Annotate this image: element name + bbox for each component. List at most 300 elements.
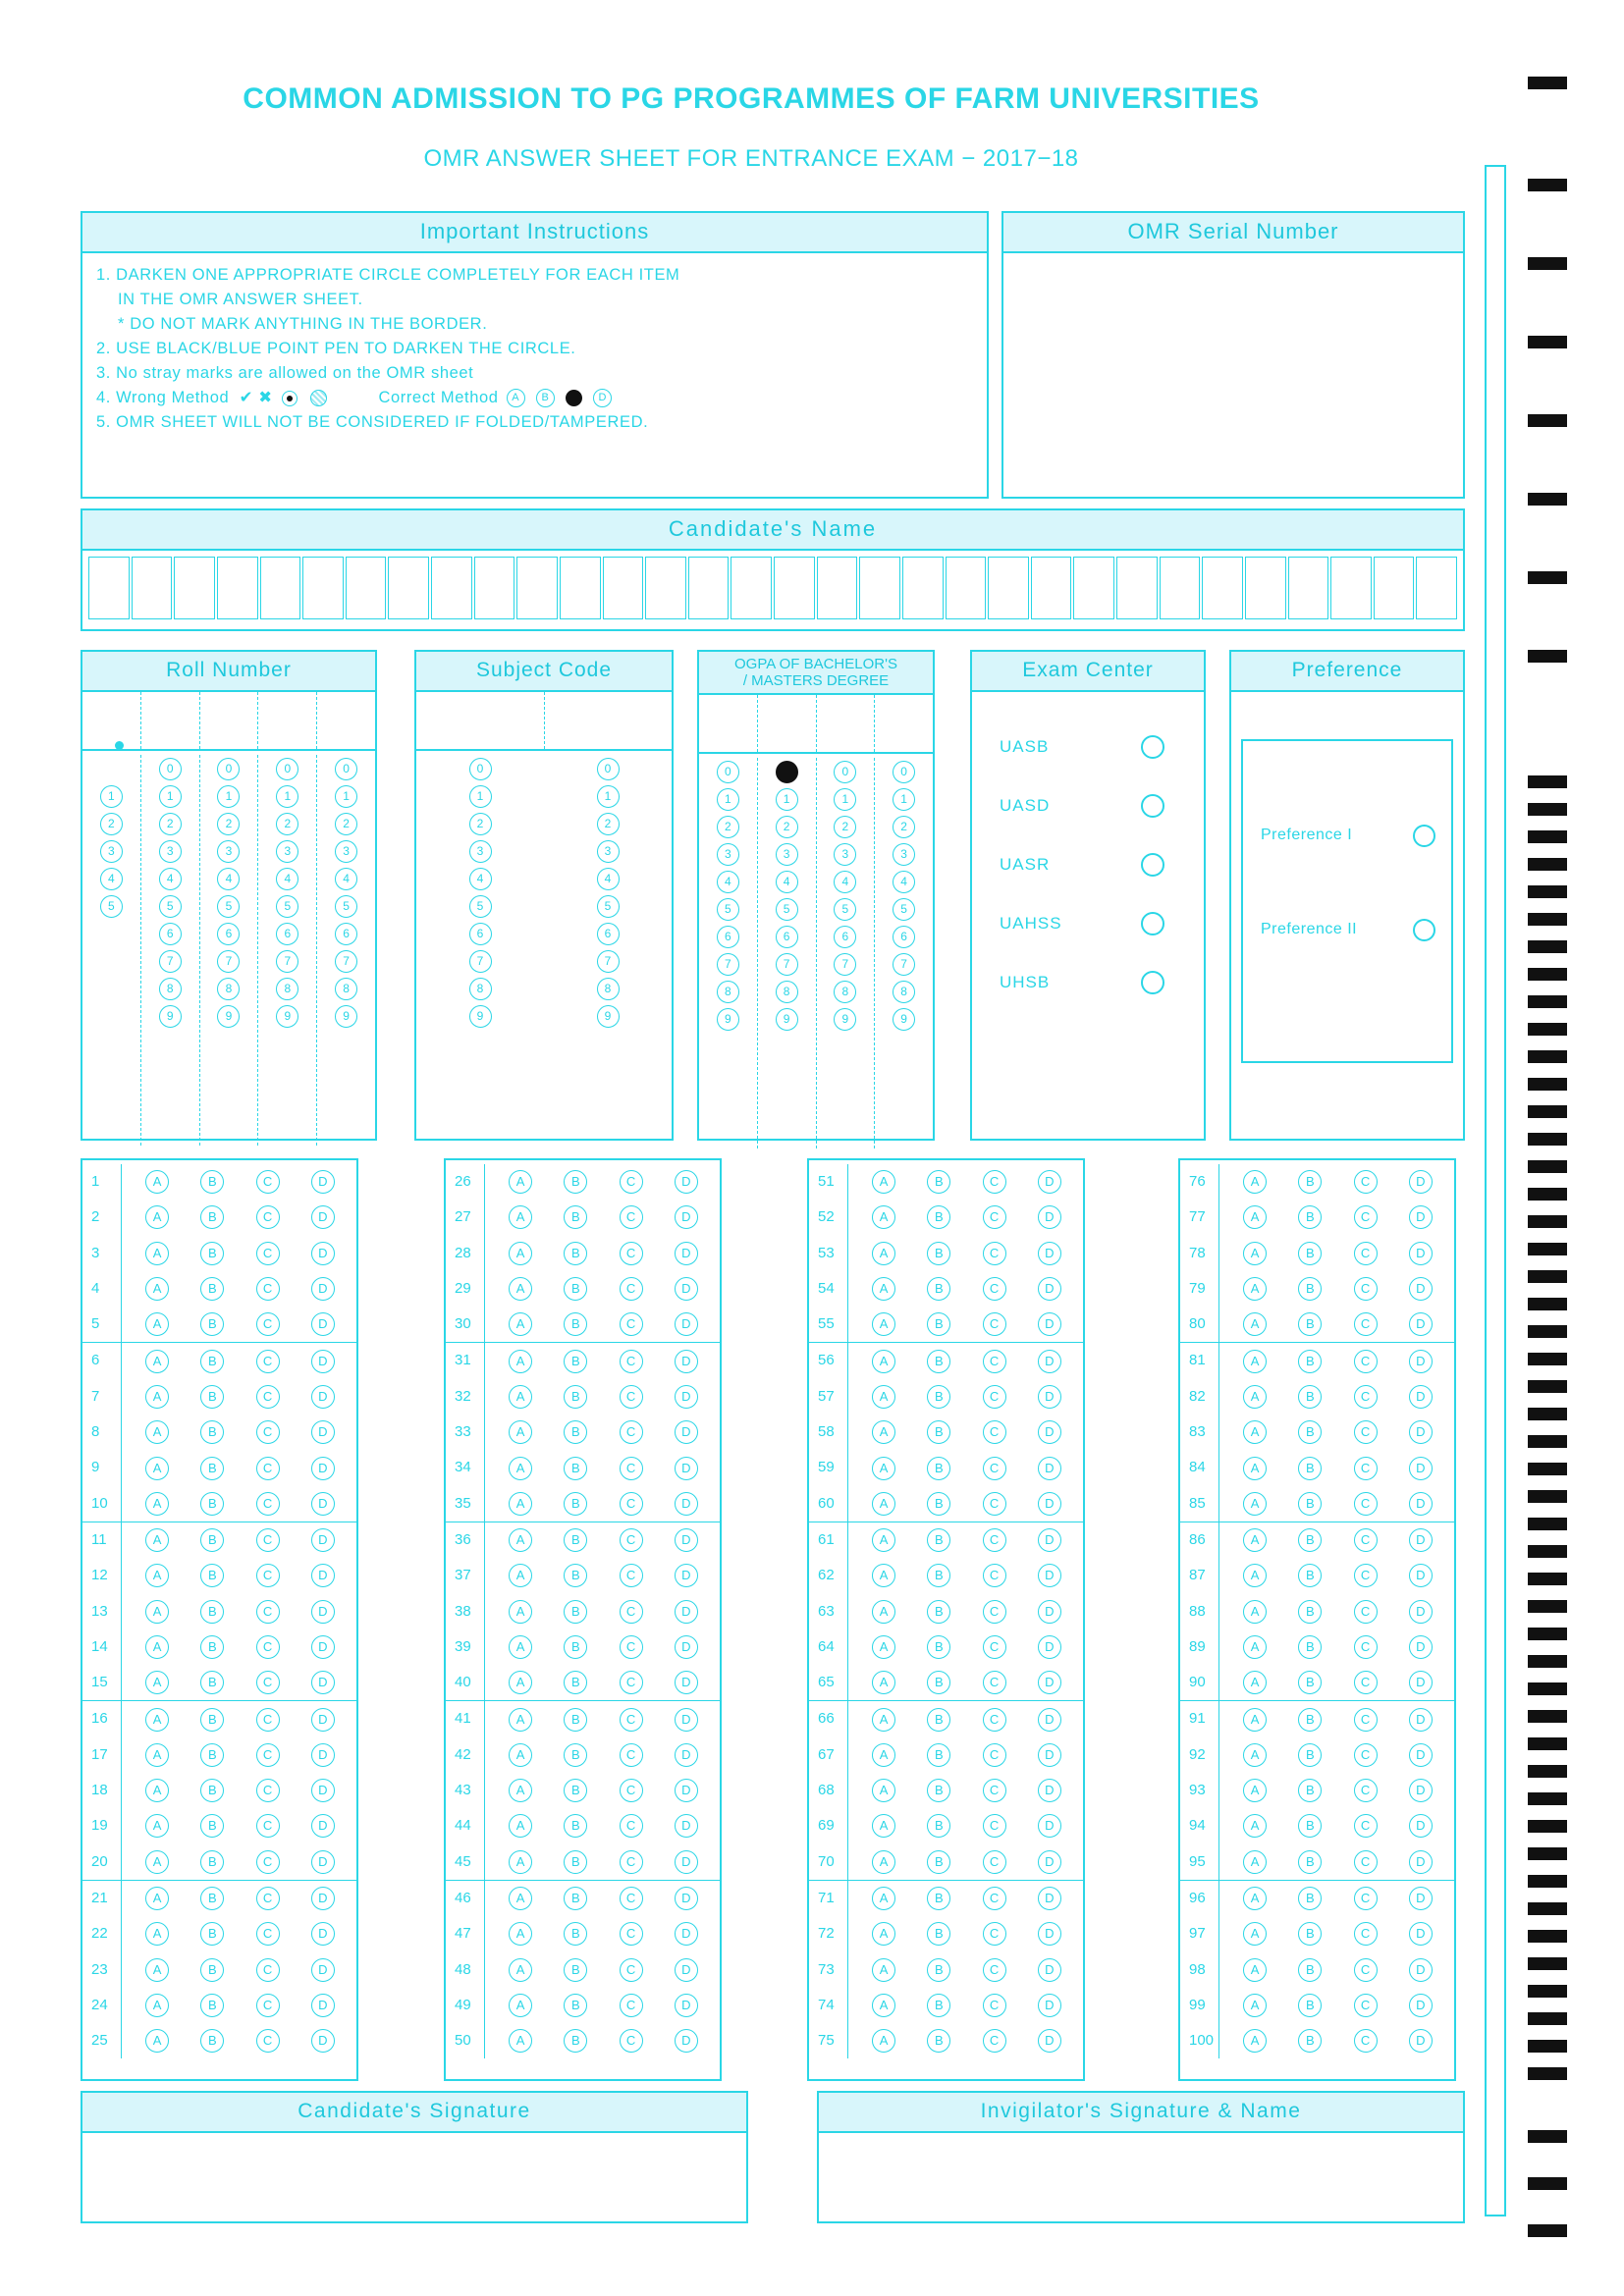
answer-bubble-d[interactable]: D	[1409, 1958, 1433, 1982]
answer-bubble-b[interactable]: B	[564, 1170, 587, 1194]
answer-bubble-a[interactable]: A	[145, 1564, 169, 1587]
answer-bubble-c[interactable]: C	[256, 1671, 280, 1694]
bubble-column[interactable]	[875, 758, 933, 1148]
answer-bubble-b[interactable]: B	[200, 1277, 224, 1301]
answer-bubble-b[interactable]: B	[1298, 1242, 1322, 1265]
answer-bubble-a[interactable]: A	[872, 1205, 895, 1229]
answer-bubble-b[interactable]: B	[1298, 1958, 1322, 1982]
answer-bubble-a[interactable]: A	[509, 1312, 532, 1336]
bubble[interactable]: 4	[597, 868, 620, 890]
subject-code-bubble-grid[interactable]	[416, 751, 672, 1146]
answer-bubble-c[interactable]: C	[256, 1277, 280, 1301]
answer-bubble-d[interactable]: D	[675, 1887, 698, 1910]
name-char-box[interactable]	[1202, 557, 1243, 619]
answer-options[interactable]	[1219, 1457, 1454, 1480]
answer-bubble-d[interactable]: D	[1038, 1922, 1061, 1946]
answer-bubble-d[interactable]: D	[675, 1994, 698, 2017]
answer-bubble-c[interactable]: C	[620, 1958, 643, 1982]
answer-row[interactable]	[82, 2023, 356, 2058]
name-char-box[interactable]	[603, 557, 644, 619]
answer-bubble-d[interactable]: D	[1038, 1350, 1061, 1373]
answer-options[interactable]	[1219, 1779, 1454, 1802]
answer-bubble-b[interactable]: B	[564, 1922, 587, 1946]
answer-bubble-c[interactable]: C	[620, 1635, 643, 1659]
answer-bubble-c[interactable]: C	[620, 1994, 643, 2017]
answer-bubble-d[interactable]: D	[675, 1385, 698, 1409]
answer-options[interactable]	[1219, 1814, 1454, 1838]
name-char-box[interactable]	[217, 557, 258, 619]
answer-bubble-d[interactable]: D	[311, 1779, 335, 1802]
answer-options[interactable]	[485, 1814, 720, 1838]
answer-bubble-b[interactable]: B	[927, 1708, 950, 1732]
name-char-box[interactable]	[431, 557, 472, 619]
bubble[interactable]: 9	[335, 1005, 357, 1028]
answer-bubble-c[interactable]: C	[983, 1170, 1006, 1194]
answer-bubble-b[interactable]: B	[1298, 1350, 1322, 1373]
answer-block[interactable]	[444, 1158, 722, 2081]
answer-row[interactable]	[446, 1558, 720, 1593]
bubble[interactable]: 7	[834, 953, 856, 976]
bubble[interactable]: 4	[276, 868, 298, 890]
answer-options[interactable]	[848, 1528, 1083, 1552]
answer-options[interactable]	[848, 1887, 1083, 1910]
bubble[interactable]: 2	[100, 813, 123, 835]
write-cell[interactable]	[258, 692, 317, 749]
bubble[interactable]: 6	[776, 926, 798, 948]
answer-options[interactable]	[848, 1420, 1083, 1444]
answer-bubble-c[interactable]: C	[620, 1205, 643, 1229]
answer-bubble-b[interactable]: B	[564, 1277, 587, 1301]
answer-options[interactable]	[122, 1958, 356, 1982]
answer-bubble-d[interactable]: D	[1038, 1814, 1061, 1838]
answer-row[interactable]	[446, 1594, 720, 1629]
answer-bubble-c[interactable]: C	[620, 1850, 643, 1874]
answer-bubble-d[interactable]: D	[311, 1492, 335, 1516]
bubble-column[interactable]	[200, 755, 259, 1146]
answer-options[interactable]	[485, 1922, 720, 1946]
answer-row[interactable]	[809, 1737, 1083, 1773]
answer-bubble-b[interactable]: B	[564, 1385, 587, 1409]
answer-bubble-d[interactable]: D	[1409, 1779, 1433, 1802]
answer-bubble-b[interactable]: B	[927, 1385, 950, 1409]
answer-bubble-a[interactable]: A	[872, 1958, 895, 1982]
bubble[interactable]: 6	[597, 923, 620, 945]
answer-bubble-b[interactable]: B	[1298, 1708, 1322, 1732]
bubble[interactable]: 9	[597, 1005, 620, 1028]
answer-bubble-b[interactable]: B	[927, 1564, 950, 1587]
ogpa-write-row[interactable]	[699, 695, 933, 754]
answer-bubble-a[interactable]: A	[145, 1814, 169, 1838]
answer-bubble-b[interactable]: B	[927, 1528, 950, 1552]
answer-bubble-d[interactable]: D	[1409, 1814, 1433, 1838]
answer-bubble-c[interactable]: C	[620, 1887, 643, 1910]
bubble[interactable]: 1	[776, 788, 798, 811]
answer-bubble-c[interactable]: C	[256, 1492, 280, 1516]
answer-row[interactable]	[1180, 1450, 1454, 1485]
bubble[interactable]: 8	[217, 978, 240, 1000]
answer-options[interactable]	[485, 1170, 720, 1194]
answer-bubble-a[interactable]: A	[1243, 1922, 1267, 1946]
preference-bubble[interactable]	[1413, 919, 1435, 941]
bubble[interactable]: 2	[335, 813, 357, 835]
bubble[interactable]: 0	[335, 758, 357, 780]
answer-options[interactable]	[485, 1457, 720, 1480]
answer-row[interactable]	[1180, 2023, 1454, 2058]
answer-bubble-c[interactable]: C	[256, 1708, 280, 1732]
answer-options[interactable]	[848, 1277, 1083, 1301]
answer-bubble-c[interactable]: C	[983, 1385, 1006, 1409]
candidate-signature-field[interactable]	[82, 2133, 746, 2219]
answer-bubble-c[interactable]: C	[1354, 1350, 1378, 1373]
answer-options[interactable]	[122, 1457, 356, 1480]
answer-bubble-b[interactable]: B	[927, 1170, 950, 1194]
exam-center-option[interactable]	[972, 776, 1204, 835]
answer-bubble-c[interactable]: C	[1354, 1814, 1378, 1838]
answer-bubble-b[interactable]: B	[564, 1350, 587, 1373]
answer-row[interactable]	[1180, 1486, 1454, 1522]
answer-bubble-d[interactable]: D	[675, 1743, 698, 1767]
answer-bubble-d[interactable]: D	[675, 1312, 698, 1336]
answer-bubble-b[interactable]: B	[927, 1671, 950, 1694]
bubble[interactable]: 5	[834, 898, 856, 921]
bubble[interactable]: 1	[893, 788, 915, 811]
answer-bubble-d[interactable]: D	[675, 1277, 698, 1301]
name-char-box[interactable]	[1374, 557, 1415, 619]
answer-options[interactable]	[485, 2029, 720, 2053]
answer-options[interactable]	[485, 1850, 720, 1874]
answer-bubble-d[interactable]: D	[675, 1814, 698, 1838]
answer-bubble-a[interactable]: A	[872, 1887, 895, 1910]
answer-bubble-c[interactable]: C	[983, 1457, 1006, 1480]
answer-bubble-a[interactable]: A	[1243, 1492, 1267, 1516]
answer-bubble-b[interactable]: B	[1298, 1170, 1322, 1194]
roll-number-bubble-grid[interactable]	[82, 751, 375, 1146]
answer-bubble-a[interactable]: A	[145, 1170, 169, 1194]
answer-bubble-c[interactable]: C	[1354, 1958, 1378, 1982]
answer-options[interactable]	[122, 1170, 356, 1194]
answer-row[interactable]	[1180, 1844, 1454, 1881]
answer-bubble-c[interactable]: C	[256, 1457, 280, 1480]
answer-bubble-a[interactable]: A	[509, 1850, 532, 1874]
exam-center-options[interactable]	[972, 692, 1204, 1012]
answer-bubble-c[interactable]: C	[620, 1743, 643, 1767]
answer-bubble-b[interactable]: B	[200, 1242, 224, 1265]
answer-bubble-b[interactable]: B	[1298, 1277, 1322, 1301]
answer-row[interactable]	[82, 1343, 356, 1378]
answer-bubble-a[interactable]: A	[509, 1420, 532, 1444]
answer-bubble-c[interactable]: C	[1354, 1994, 1378, 2017]
answer-row[interactable]	[82, 1808, 356, 1843]
answer-bubble-a[interactable]: A	[509, 1492, 532, 1516]
answer-row[interactable]	[1180, 1988, 1454, 2023]
answer-row[interactable]	[446, 1522, 720, 1558]
answer-options[interactable]	[122, 1528, 356, 1552]
answer-bubble-b[interactable]: B	[927, 1994, 950, 2017]
answer-bubble-c[interactable]: C	[256, 1743, 280, 1767]
answer-row[interactable]	[809, 1415, 1083, 1450]
answer-bubble-b[interactable]: B	[927, 1457, 950, 1480]
answer-bubble-a[interactable]: A	[145, 1635, 169, 1659]
bubble-column[interactable]	[141, 755, 200, 1146]
answer-bubble-d[interactable]: D	[311, 1887, 335, 1910]
answer-bubble-a[interactable]: A	[1243, 1528, 1267, 1552]
answer-bubble-c[interactable]: C	[620, 1564, 643, 1587]
answer-bubble-c[interactable]: C	[983, 1994, 1006, 2017]
answer-bubble-b[interactable]: B	[564, 1242, 587, 1265]
answer-row[interactable]	[446, 1665, 720, 1701]
answer-bubble-c[interactable]: C	[620, 1312, 643, 1336]
answer-bubble-a[interactable]: A	[145, 1779, 169, 1802]
answer-bubble-a[interactable]: A	[1243, 1814, 1267, 1838]
answer-row[interactable]	[1180, 1952, 1454, 1988]
answer-bubble-d[interactable]: D	[1409, 1922, 1433, 1946]
bubble[interactable]: 1	[469, 785, 492, 808]
bubble[interactable]: 0	[893, 761, 915, 783]
answer-row[interactable]	[809, 1271, 1083, 1307]
answer-options[interactable]	[485, 1205, 720, 1229]
bubble[interactable]: 1	[159, 785, 182, 808]
answer-bubble-d[interactable]: D	[1409, 1277, 1433, 1301]
answer-bubble-b[interactable]: B	[1298, 1205, 1322, 1229]
write-cell[interactable]	[200, 692, 259, 749]
answer-bubble-b[interactable]: B	[1298, 1528, 1322, 1552]
answer-options[interactable]	[848, 1708, 1083, 1732]
answer-bubble-a[interactable]: A	[872, 1600, 895, 1624]
answer-bubble-c[interactable]: C	[983, 1312, 1006, 1336]
answer-bubble-d[interactable]: D	[1409, 1887, 1433, 1910]
answer-bubble-d[interactable]: D	[311, 1205, 335, 1229]
answer-bubble-a[interactable]: A	[145, 1743, 169, 1767]
answer-bubble-c[interactable]: C	[983, 1492, 1006, 1516]
answer-bubble-b[interactable]: B	[927, 1814, 950, 1838]
answer-bubble-c[interactable]: C	[620, 1242, 643, 1265]
answer-bubble-b[interactable]: B	[1298, 1385, 1322, 1409]
answer-row[interactable]	[82, 1450, 356, 1485]
exam-center-bubble[interactable]	[1141, 912, 1164, 935]
name-char-box[interactable]	[859, 557, 900, 619]
answer-bubble-b[interactable]: B	[927, 1635, 950, 1659]
answer-row[interactable]	[446, 1271, 720, 1307]
answer-options[interactable]	[1219, 1958, 1454, 1982]
answer-row[interactable]	[82, 1379, 356, 1415]
name-char-box[interactable]	[1160, 557, 1201, 619]
bubble[interactable]: 8	[469, 978, 492, 1000]
bubble[interactable]: 5	[276, 895, 298, 918]
answer-bubble-a[interactable]: A	[1243, 1312, 1267, 1336]
answer-options[interactable]	[485, 1492, 720, 1516]
answer-options[interactable]	[122, 1994, 356, 2017]
answer-block[interactable]	[1178, 1158, 1456, 2081]
answer-bubble-b[interactable]: B	[564, 1635, 587, 1659]
bubble[interactable]: 2	[597, 813, 620, 835]
answer-options[interactable]	[122, 1922, 356, 1946]
answer-bubble-d[interactable]: D	[1409, 1385, 1433, 1409]
answer-row[interactable]	[446, 1773, 720, 1808]
answer-bubble-c[interactable]: C	[256, 1528, 280, 1552]
answer-bubble-c[interactable]: C	[1354, 1635, 1378, 1659]
answer-bubble-a[interactable]: A	[509, 1708, 532, 1732]
answer-options[interactable]	[848, 1564, 1083, 1587]
bubble[interactable]: 0	[217, 758, 240, 780]
answer-bubble-d[interactable]: D	[1038, 1779, 1061, 1802]
answer-bubble-d[interactable]: D	[675, 1170, 698, 1194]
answer-bubble-a[interactable]: A	[1243, 2029, 1267, 2053]
answer-bubble-a[interactable]: A	[145, 1887, 169, 1910]
bubble[interactable]: 5	[217, 895, 240, 918]
answer-bubble-d[interactable]: D	[311, 1420, 335, 1444]
bubble[interactable]: 9	[276, 1005, 298, 1028]
answer-bubble-c[interactable]: C	[983, 1528, 1006, 1552]
name-char-box[interactable]	[388, 557, 429, 619]
answer-bubble-c[interactable]: C	[983, 1242, 1006, 1265]
answer-bubble-b[interactable]: B	[200, 1492, 224, 1516]
answer-bubble-c[interactable]: C	[256, 1420, 280, 1444]
name-char-box[interactable]	[688, 557, 730, 619]
bubble[interactable]: 7	[717, 953, 739, 976]
answer-bubble-c[interactable]: C	[1354, 1205, 1378, 1229]
answer-bubble-a[interactable]: A	[145, 1708, 169, 1732]
answer-options[interactable]	[1219, 1205, 1454, 1229]
answer-bubble-b[interactable]: B	[200, 2029, 224, 2053]
answer-bubble-c[interactable]: C	[1354, 1708, 1378, 1732]
answer-bubble-d[interactable]: D	[1038, 1242, 1061, 1265]
answer-bubble-a[interactable]: A	[872, 1635, 895, 1659]
answer-bubble-c[interactable]: C	[256, 1564, 280, 1587]
answer-row[interactable]	[809, 1808, 1083, 1843]
answer-bubble-c[interactable]: C	[1354, 1170, 1378, 1194]
bubble[interactable]: 3	[276, 840, 298, 863]
answer-options[interactable]	[1219, 1350, 1454, 1373]
answer-bubble-a[interactable]: A	[509, 1457, 532, 1480]
answer-bubble-d[interactable]: D	[311, 1170, 335, 1194]
answer-row[interactable]	[446, 1450, 720, 1485]
answer-bubble-b[interactable]: B	[927, 1850, 950, 1874]
answer-bubble-b[interactable]: B	[927, 1242, 950, 1265]
answer-block[interactable]	[807, 1158, 1085, 2081]
bubble[interactable]: 7	[276, 950, 298, 973]
bubble[interactable]: 6	[893, 926, 915, 948]
answer-row[interactable]	[446, 1808, 720, 1843]
answer-options[interactable]	[848, 1170, 1083, 1194]
write-cell[interactable]	[817, 695, 876, 752]
answer-bubble-a[interactable]: A	[872, 1492, 895, 1516]
answer-options[interactable]	[848, 1600, 1083, 1624]
answer-bubble-a[interactable]: A	[145, 1528, 169, 1552]
answer-bubble-d[interactable]: D	[1038, 1850, 1061, 1874]
answer-row[interactable]	[446, 1164, 720, 1200]
bubble[interactable]: 3	[776, 843, 798, 866]
bubble[interactable]: 1	[597, 785, 620, 808]
answer-bubble-d[interactable]: D	[1038, 1958, 1061, 1982]
name-char-box[interactable]	[1416, 557, 1457, 619]
answer-bubble-d[interactable]: D	[311, 1671, 335, 1694]
answer-options[interactable]	[848, 1779, 1083, 1802]
answer-options[interactable]	[122, 1205, 356, 1229]
name-char-box[interactable]	[1116, 557, 1158, 619]
answer-bubble-b[interactable]: B	[200, 1170, 224, 1194]
answer-row[interactable]	[82, 1522, 356, 1558]
bubble-column[interactable]	[82, 755, 141, 1146]
bubble[interactable]: 6	[469, 923, 492, 945]
answer-row[interactable]	[1180, 1629, 1454, 1665]
answer-bubble-d[interactable]: D	[311, 1850, 335, 1874]
answer-row[interactable]	[809, 1701, 1083, 1736]
answer-bubble-a[interactable]: A	[1243, 1205, 1267, 1229]
answer-bubble-a[interactable]: A	[872, 1779, 895, 1802]
answer-bubble-a[interactable]: A	[509, 1600, 532, 1624]
bubble[interactable]: 9	[893, 1008, 915, 1031]
answer-row[interactable]	[446, 1952, 720, 1988]
answer-row[interactable]	[1180, 1415, 1454, 1450]
answer-options[interactable]	[122, 1779, 356, 1802]
answer-options[interactable]	[485, 1600, 720, 1624]
bubble-column[interactable]	[317, 755, 375, 1146]
name-char-box[interactable]	[302, 557, 344, 619]
answer-bubble-a[interactable]: A	[872, 1814, 895, 1838]
bubble[interactable]: 8	[335, 978, 357, 1000]
answer-bubble-a[interactable]: A	[1243, 1850, 1267, 1874]
answer-bubble-a[interactable]: A	[509, 1671, 532, 1694]
answer-options[interactable]	[848, 1743, 1083, 1767]
answer-bubble-c[interactable]: C	[1354, 1492, 1378, 1516]
answer-bubble-c[interactable]: C	[1354, 1242, 1378, 1265]
answer-options[interactable]	[485, 1708, 720, 1732]
answer-bubble-b[interactable]: B	[564, 1958, 587, 1982]
answer-bubble-b[interactable]: B	[564, 1779, 587, 1802]
answer-options[interactable]	[1219, 1242, 1454, 1265]
answer-bubble-d[interactable]: D	[1038, 1994, 1061, 2017]
answer-bubble-a[interactable]: A	[1243, 1564, 1267, 1587]
bubble[interactable]: 6	[717, 926, 739, 948]
answer-options[interactable]	[122, 1420, 356, 1444]
answer-row[interactable]	[809, 1200, 1083, 1235]
bubble[interactable]: 3	[159, 840, 182, 863]
write-cell[interactable]	[699, 695, 758, 752]
answer-row[interactable]	[82, 1271, 356, 1307]
answer-bubble-a[interactable]: A	[145, 1312, 169, 1336]
answer-bubble-a[interactable]: A	[509, 1242, 532, 1265]
answer-bubble-c[interactable]: C	[256, 1814, 280, 1838]
answer-bubble-c[interactable]: C	[620, 1385, 643, 1409]
answer-row[interactable]	[809, 1307, 1083, 1343]
preference-option[interactable]	[1243, 788, 1451, 882]
answer-bubble-d[interactable]: D	[1038, 1671, 1061, 1694]
answer-row[interactable]	[82, 1415, 356, 1450]
bubble[interactable]: 6	[834, 926, 856, 948]
write-cell[interactable]	[545, 692, 673, 749]
answer-row[interactable]	[82, 1773, 356, 1808]
answer-bubble-b[interactable]: B	[927, 1277, 950, 1301]
answer-bubble-b[interactable]: B	[927, 1743, 950, 1767]
answer-options[interactable]	[1219, 1743, 1454, 1767]
answer-bubble-d[interactable]: D	[1038, 1887, 1061, 1910]
answer-bubble-a[interactable]: A	[509, 1528, 532, 1552]
answer-bubble-a[interactable]: A	[872, 1564, 895, 1587]
answer-bubble-b[interactable]: B	[564, 1600, 587, 1624]
answer-bubble-a[interactable]: A	[872, 1420, 895, 1444]
answer-bubble-c[interactable]: C	[256, 1958, 280, 1982]
answer-bubble-b[interactable]: B	[1298, 1994, 1322, 2017]
answer-options[interactable]	[122, 1312, 356, 1336]
answer-bubble-a[interactable]: A	[145, 1205, 169, 1229]
bubble[interactable]: 4	[100, 868, 123, 890]
bubble[interactable]: 1	[834, 788, 856, 811]
answer-bubble-a[interactable]: A	[1243, 1350, 1267, 1373]
answer-bubble-c[interactable]: C	[1354, 1277, 1378, 1301]
answer-options[interactable]	[122, 1708, 356, 1732]
name-char-box[interactable]	[774, 557, 815, 619]
answer-bubble-a[interactable]: A	[145, 1457, 169, 1480]
